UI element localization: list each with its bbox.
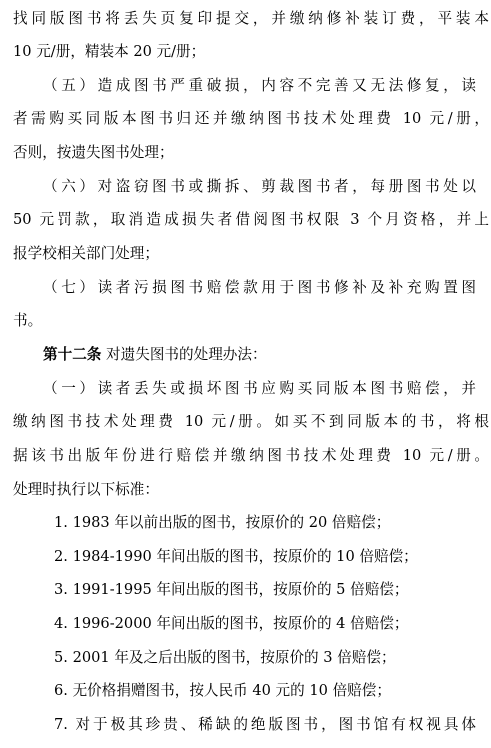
text-line: （一）读者丢失或损坏图书应购买同版本图书赔偿，并 [43,380,476,397]
text-line: 50 元罚款，取消造成损失者借阅图书权限 3 个月资格，并上 [13,211,489,228]
text-line: 处理时执行以下标准： [13,481,159,498]
text-line: （六）对盗窃图书或撕拆、剪裁图书者，每册图书处以 [43,178,476,195]
text-line: 缴纳图书技术处理费 10 元/册。如买不到同版本的书，将根 [13,413,489,430]
list-item: 1. 1983 年以前出版的图书，按原价的 20 倍赔偿； [54,514,391,531]
text-line: （五）造成图书严重破损，内容不完善又无法修复，读 [43,77,476,94]
list-item: 6. 无价格捐赠图书，按人民币 40 元的 10 倍赔偿； [54,682,391,699]
text-line: 报学校相关部门处理； [13,245,159,262]
text-line: 书。 [13,312,43,329]
article-heading: 第十二条 [43,346,102,363]
text-line: 据该书出版年份进行赔偿并缴纳图书技术处理费 10 元/册。 [13,447,489,464]
list-item: 4. 1996-2000 年间出版的图书，按原价的 4 倍赔偿； [54,615,409,632]
article-title: 对遗失图书的处理办法： [106,346,267,363]
text-line: 否则，按遗失图书处理； [13,144,174,161]
text-line: 找同版图书将丢失页复印提交，并缴纳修补装订费，平装本 [13,10,489,27]
article-line [43,338,491,372]
list-item: 2. 1984-1990 年间出版的图书，按原价的 10 倍赔偿； [54,548,418,565]
list-item: 5. 2001 年及之后出版的图书，按原价的 3 倍赔偿； [54,649,396,666]
text-line: （七）读者污损图书赔偿款用于图书修补及补充购置图 [43,279,476,296]
text-line: 者需购买同版本图书归还并缴纳图书技术处理费 10 元/册， [13,110,489,127]
text-line: 10 元/册，精装本 20 元/册； [13,43,206,60]
list-item: 7. 对于极其珍贵、稀缺的绝版图书，图书馆有权视具体 [54,716,476,733]
list-item: 3. 1991-1995 年间出版的图书，按原价的 5 倍赔偿； [54,581,409,598]
